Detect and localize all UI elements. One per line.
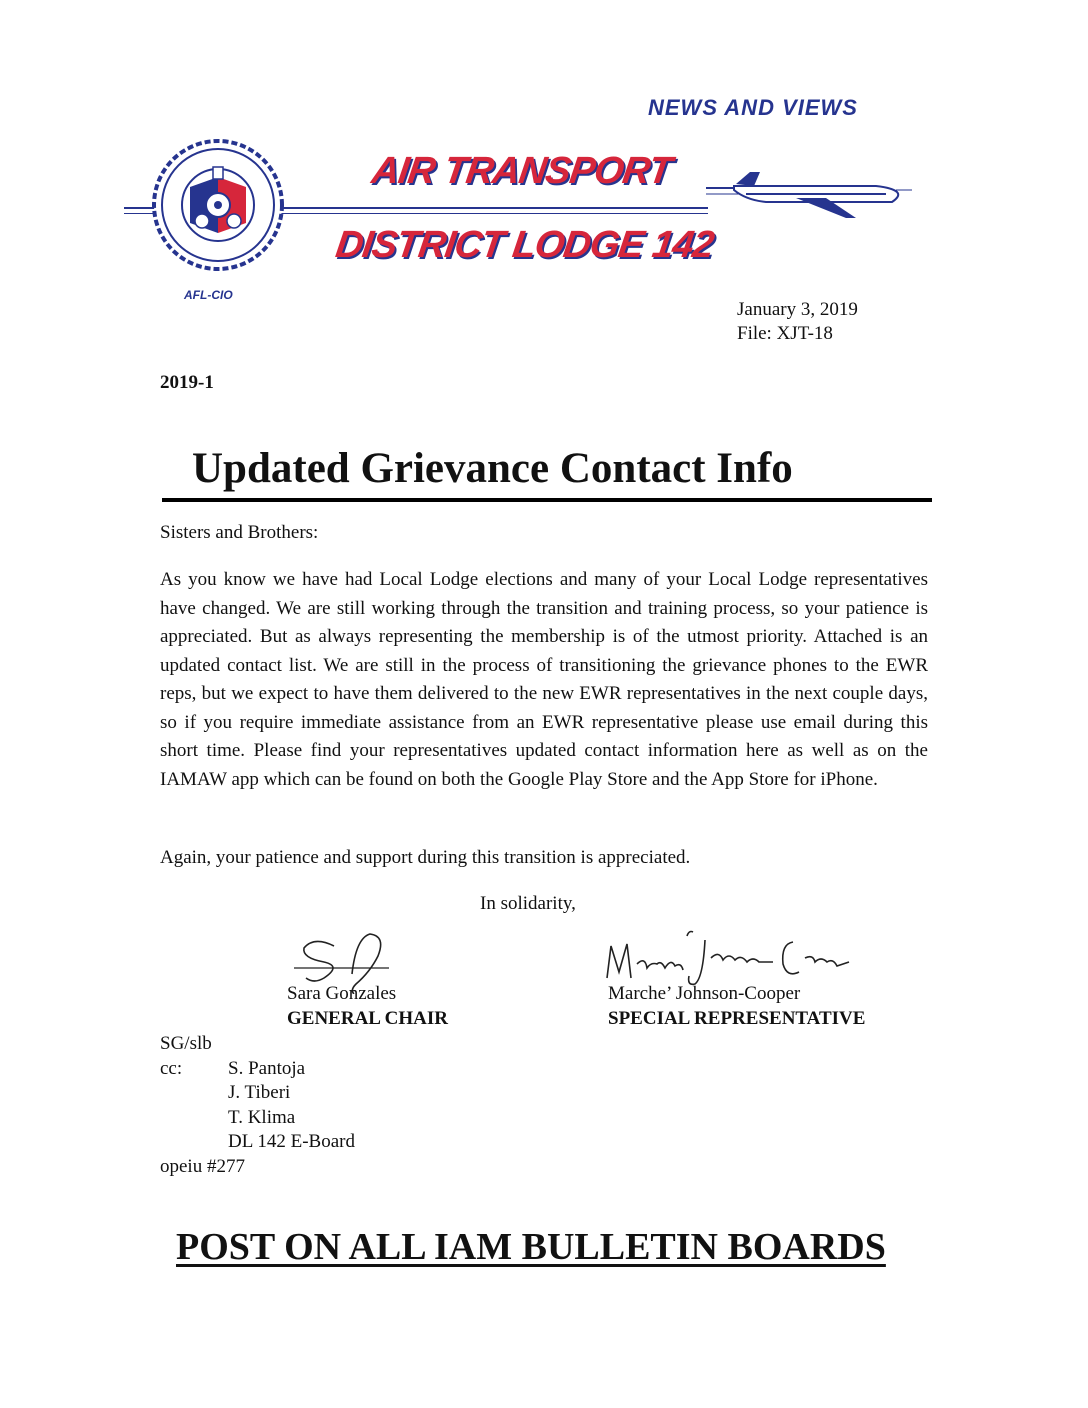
closing-line: In solidarity, [480,893,576,914]
cc-recipient: DL 142 E-Board [228,1131,355,1152]
bulletin-number: 2019-1 [160,372,214,393]
org-lodge: DISTRICT LODGE 142 [333,224,716,266]
handwritten-signature-icon [603,928,853,988]
signer-name: Marche’ Johnson-Cooper [608,983,801,1004]
signer-name: Sara Gonzales [287,983,397,1004]
cc-recipient: J. Tiberi [228,1082,291,1103]
cc-label: cc: [160,1058,183,1079]
jet-airplane-icon [706,168,912,220]
letterhead-tagline: NEWS AND VIEWS [648,95,858,120]
salutation: Sisters and Brothers: [160,522,319,543]
letterhead-rule [278,207,708,209]
file-reference: File: XJT-18 [737,323,833,344]
seal-label: AFL-CIO [184,288,233,302]
signer-title: GENERAL CHAIR [287,1008,448,1029]
signer-title: SPECIAL REPRESENTATIVE [608,1008,866,1029]
cc-recipient: S. Pantoja [228,1058,306,1079]
cc-recipient: T. Klima [228,1107,296,1128]
typist-initials: SG/slb [160,1033,212,1054]
document-date: January 3, 2019 [737,299,858,320]
title-underline [162,498,932,502]
union-label: opeiu #277 [160,1156,245,1177]
document-title: Updated Grievance Contact Info [192,445,793,492]
posting-notice: POST ON ALL IAM BULLETIN BOARDS [176,1226,886,1268]
body-paragraph: Again, your patience and support during this transition is appreciated. [160,847,691,868]
org-name: AIR TRANSPORT [369,150,674,192]
iam-seal-icon [150,137,286,273]
body-paragraph: As you know we have had Local Lodge elections and many of your Local Lodge representatives have changed. We are still working through the transition and training process, so your patience is appreciated. But as always representing the membership is of the utmost priority. Attached is an updated contact list. We are still in the process of transitioning the grievance phones to the EWR reps, but we expect to have them delivered to the new EWR representatives in the next couple days, so if you require immediate assistance from an EWR representative please use email during this short time. Please find your representatives updated contact information here as well as on the IAMAW app which can be found on both the Google Play Store and the App Store for iPhone. [160,569,928,790]
letterhead-rule [278,213,708,214]
